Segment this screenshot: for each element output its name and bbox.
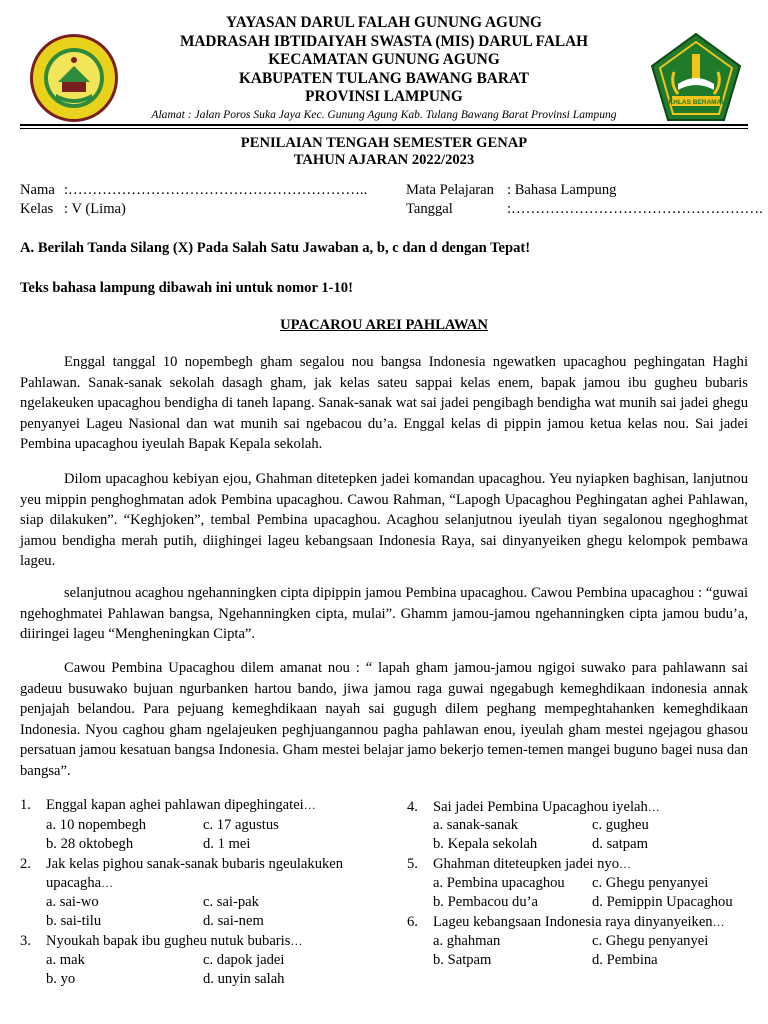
option-c[interactable]: c. gugheu bbox=[592, 817, 649, 833]
question-number: 3. bbox=[20, 933, 31, 949]
option-a[interactable]: a. 10 nopembegh bbox=[46, 817, 147, 833]
emblem-ribbon-text: IKHLAS BERAMAL bbox=[666, 99, 726, 106]
nama-label: Nama bbox=[20, 182, 55, 198]
option-b[interactable]: b. sai-tilu bbox=[46, 913, 102, 929]
option-a[interactable]: a. Pembina upacaghou bbox=[433, 875, 565, 891]
nama-field[interactable]: :…………………………………………………….. bbox=[64, 182, 368, 198]
question-text-continued bbox=[46, 875, 114, 892]
option-a[interactable]: a. ghahman bbox=[433, 933, 501, 949]
section-instruction: A. Berilah Tanda Silang (X) Pada Salah Satu Jawaban a, b, c dan d dengan Tepat! bbox=[20, 240, 531, 256]
school-address: Alamat : Jalan Poros Suka Jaya Kec. Gunung Agung Kab. Tulang Bawang Barat Provinsi Lampung bbox=[151, 107, 617, 121]
question-text-main: Nyoukah bapak ibu gugheu nutuk bubaris bbox=[46, 933, 291, 949]
question-number: 6. bbox=[407, 914, 418, 930]
option-c[interactable]: c. Ghegu penyanyei bbox=[592, 933, 709, 949]
question-text-main: Enggal kapan aghei pahlawan dipeghingatei bbox=[46, 797, 304, 813]
mapel-value: : Bahasa Lampung bbox=[507, 182, 617, 198]
province-name: PROVINSI LAMPUNG bbox=[305, 88, 463, 105]
text-note: Teks bahasa lampung dibawah ini untuk nomor 1-10! bbox=[20, 280, 353, 296]
option-d[interactable]: d. unyin salah bbox=[203, 971, 285, 987]
question-text-main: Ghahman diteteupken jadei nyo bbox=[433, 856, 620, 872]
option-b[interactable]: b. 28 oktobegh bbox=[46, 836, 134, 852]
option-a[interactable]: a. sai-wo bbox=[46, 894, 99, 910]
district-name: KECAMATAN GUNUNG AGUNG bbox=[268, 51, 500, 68]
question-number: 5. bbox=[407, 856, 418, 872]
school-name: MADRASAH IBTIDAIYAH SWASTA (MIS) DARUL FALAH bbox=[179, 32, 589, 50]
paragraph-text: Enggal tanggal 10 nopembegh gham segalou nou bangsa Indonesia ngewatken upacaghou peghingatan Haghi Pahlawan. Sanak-sanak sekolah dasagh gham, jak kelas sateu sappai kelas enem, bapak jamou ibu gugheu bubaris ngelakeuken upacaghou bendigha di taneh lapang. Sanak-sanak wat sai jadei pengibagh bendigha wat munih sai jadei ghegu penyanyei Lageu Nasional dan wat munih sai ngebacou du’a. Enggal kelas di pippin jamou ketua kelas nou. Sai jadei Pembina upacaghou iyeulah Bapak Kepala sekolah. bbox=[20, 354, 748, 453]
ellipsis: … bbox=[712, 915, 726, 929]
option-c[interactable]: c. Ghegu penyanyei bbox=[592, 875, 709, 891]
option-d[interactable]: d. sai-nem bbox=[203, 913, 264, 929]
option-d[interactable]: d. Pemippin Upacaghou bbox=[592, 894, 733, 910]
option-b[interactable]: b. Kepala sekolah bbox=[433, 836, 538, 852]
option-d[interactable]: d. Pembina bbox=[592, 952, 658, 968]
regency-name: KABUPATEN TULANG BAWANG BARAT bbox=[239, 69, 529, 87]
question-text bbox=[46, 932, 303, 951]
ellipsis: … bbox=[290, 934, 304, 948]
ellipsis: … bbox=[303, 798, 317, 812]
paragraph-text: selanjutnou acaghou ngehanningken cipta dipippin jamou Pembina upacaghou. Cawou Pembina upacaghou : “guwai ngehoghmatei Pahlawan bangsa, Ngehanningken cipta, mulai”. Ghamm jamou-jamou ngehanningken cipta jamou budu’a, diiringei lageu “Mengheningkan Cipta”. bbox=[20, 585, 748, 643]
tanggal-field[interactable]: :……………………………………………. bbox=[507, 201, 763, 217]
question-text bbox=[433, 855, 632, 874]
option-a[interactable]: a. sanak-sanak bbox=[433, 817, 519, 833]
option-d[interactable]: d. satpam bbox=[592, 836, 648, 852]
ellipsis: … bbox=[647, 800, 661, 814]
option-c[interactable]: c. sai-pak bbox=[203, 894, 259, 910]
question-text bbox=[433, 913, 726, 932]
tanggal-label: Tanggal bbox=[406, 201, 453, 217]
kemenag-emblem-icon bbox=[648, 32, 744, 124]
question-number: 2. bbox=[20, 856, 31, 872]
paragraph-text: Dilom upacaghou kebiyan ejou, Ghahman ditetepken jadei komandan upacaghou. Yeu nyiapken baghisan, lanjutnou yeu mippin penghoghmatan adok Pembina upacaghou. Cawou Rahman, “Lapogh Upacaghou Peghingatan aghei Pahlawan, siap dilakuken”. “Keghjoken”, tembal Pembina upacaghou. Acaghou selanjutnou iyeulah tiyan segalonou ngeghoghmat jamou bendigha merah putih, diighingei lageu kebangsaan Indonesia Raya, sai dinyanyeiken ghegu kelompok pembawa lageu. bbox=[20, 471, 748, 570]
option-d[interactable]: d. 1 mei bbox=[203, 836, 251, 852]
story-paragraph bbox=[20, 352, 748, 455]
question-text-main: Lageu kebangsaan Indonesia raya dinyanyeiken bbox=[433, 914, 713, 930]
question-text bbox=[433, 798, 661, 817]
option-c[interactable]: c. dapok jadei bbox=[203, 952, 285, 968]
story-paragraph bbox=[20, 658, 748, 782]
kelas-label: Kelas bbox=[20, 201, 54, 217]
letterhead bbox=[120, 14, 648, 123]
story-title: UPACAROU AREI PAHLAWAN bbox=[280, 317, 488, 333]
mapel-label: Mata Pelajaran bbox=[406, 182, 494, 198]
option-a[interactable]: a. mak bbox=[46, 952, 85, 968]
question-text bbox=[46, 796, 317, 815]
foundation-name: YAYASAN DARUL FALAH GUNUNG AGUNG bbox=[226, 14, 542, 31]
question-number: 4. bbox=[407, 799, 418, 815]
letterhead-rule bbox=[20, 124, 748, 126]
question-number: 1. bbox=[20, 797, 31, 813]
letterhead-rule-thin bbox=[20, 128, 748, 129]
kelas-value: : V (Lima) bbox=[64, 201, 126, 217]
question-text-main: Sai jadei Pembina Upacaghou iyelah bbox=[433, 799, 648, 815]
ellipsis: … bbox=[101, 876, 115, 890]
story-paragraph bbox=[20, 583, 748, 645]
exam-year: TAHUN AJARAN 2022/2023 bbox=[293, 152, 475, 168]
paragraph-text: Cawou Pembina Upacaghou dilem amanat nou : “ lapah gham jamou-jamou ngigoi suwako para pahlawann sai gadeuu busuwako bujuan ngurbanken hartou bando, jiwa jamou raga guwai ngegabugh kemeghdikaan indonesia annak penjajah belandou. Para pejuang kemeghdikaan nayah sai gugugh dilem peghang mempeghtahanken kemeghdikaan Indonesia. Nyou caghou gham ngelajeuken peghjuangannou pagha pahlawan enou, iyeulah gham mestei ngejagou ghasou persatuan jamou kesatuan bangsa Indonesia. Gham mestei belajar jamo bekerjo temen-temen mangei buguno bagei nusa dan bangsa”. bbox=[20, 660, 748, 779]
option-b[interactable]: b. Pembacou du’a bbox=[433, 894, 538, 910]
exam-title: PENILAIAN TENGAH SEMESTER GENAP bbox=[240, 135, 528, 151]
question-text: Jak kelas pighou sanak-sanak bubaris ngeulakuken bbox=[46, 856, 344, 872]
option-b[interactable]: b. yo bbox=[46, 971, 76, 987]
ellipsis: … bbox=[619, 857, 633, 871]
story-paragraph bbox=[20, 469, 748, 572]
option-b[interactable]: b. Satpam bbox=[433, 952, 492, 968]
question-text-main: upacagha bbox=[46, 875, 102, 891]
school-crest-icon bbox=[28, 32, 120, 124]
option-c[interactable]: c. 17 agustus bbox=[203, 817, 279, 833]
